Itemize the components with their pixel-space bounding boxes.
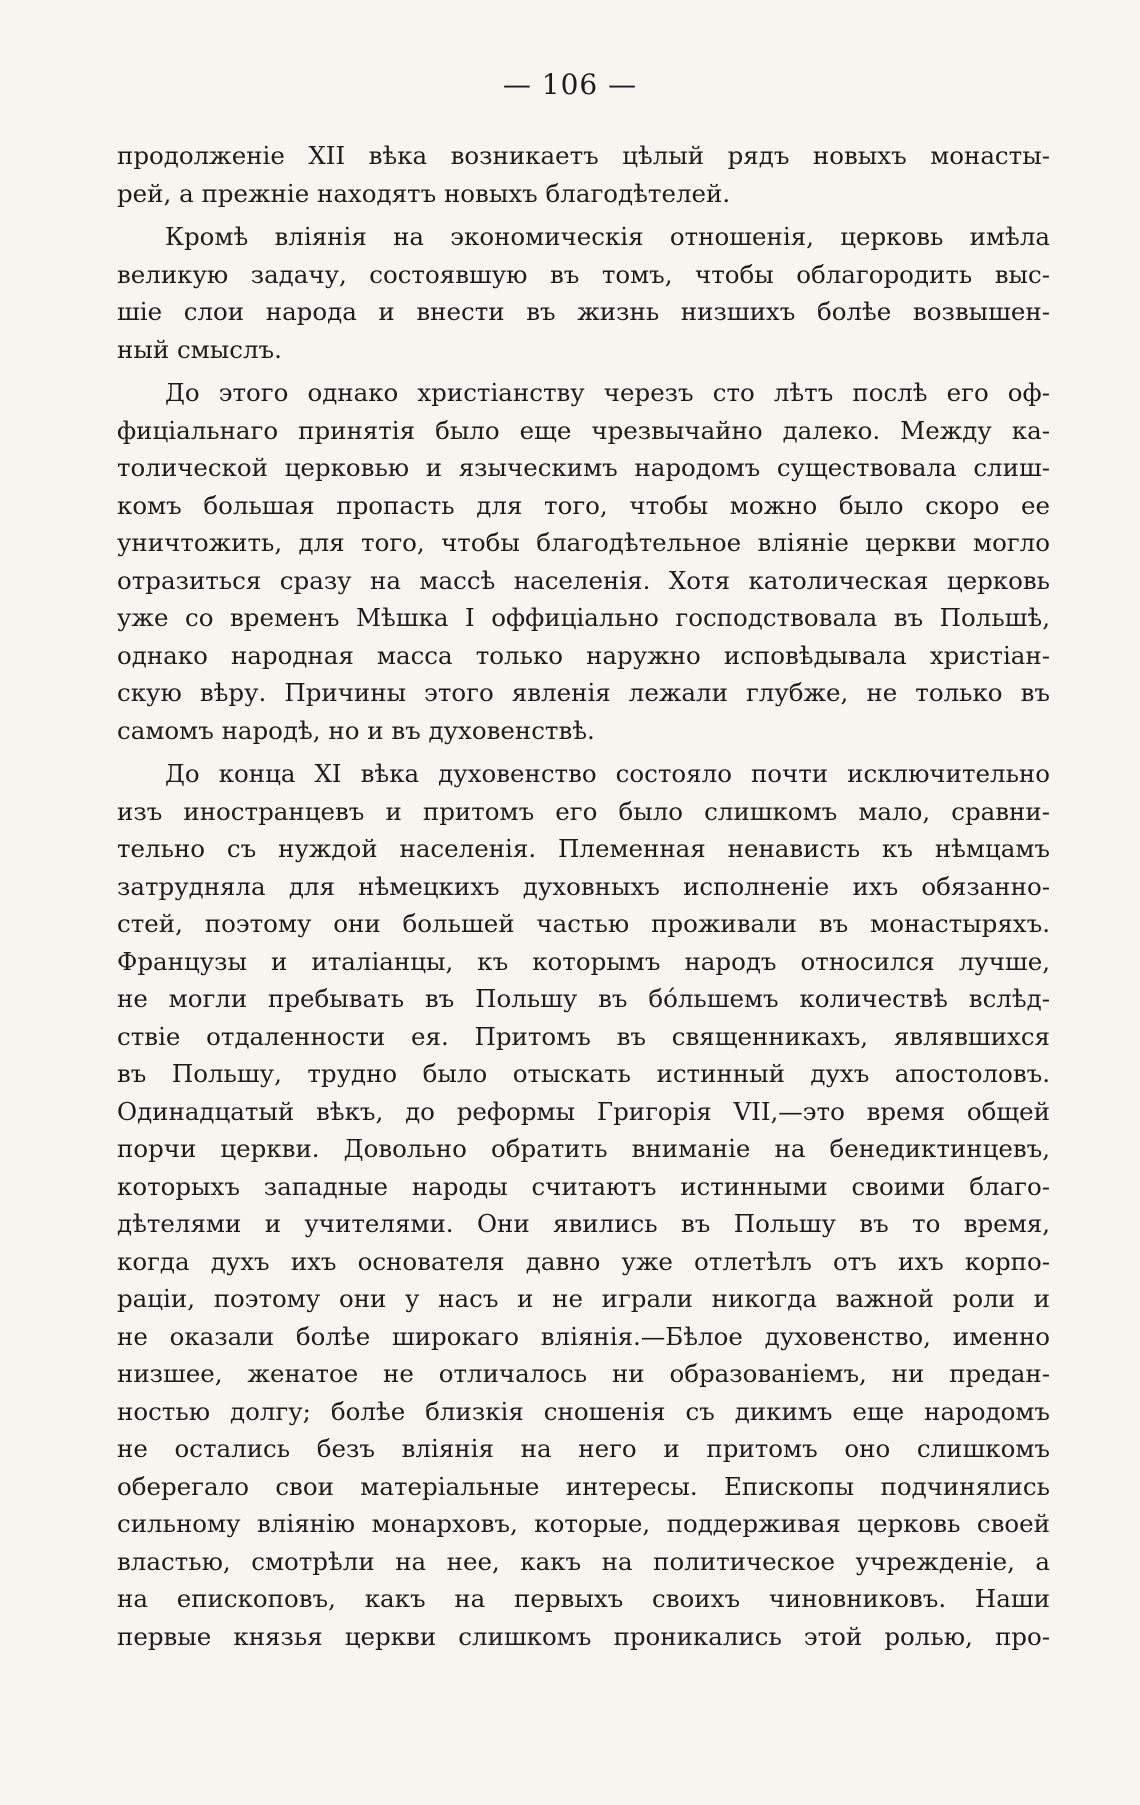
- text-line: оберегало свои матеріальные интересы. Епископы подчинялись: [117, 1471, 1050, 1501]
- text-line: не могли пребывать въ Польшу въ бо́льшемъ количествѣ вслѣд-: [117, 984, 1050, 1013]
- text-line: самомъ народѣ, но и въ духовенствѣ.: [117, 715, 595, 745]
- text-line: скую вѣру. Причины этого явленія лежали глубже, не только въ: [117, 678, 1050, 707]
- text-line: низшее, женатое не отличалось ни образованіемъ, ни предан-: [117, 1359, 1050, 1388]
- text-line: ный смыслъ.: [117, 334, 282, 364]
- text-line: Французы и италіанцы, къ которымъ народъ относился лучше,: [117, 946, 1050, 976]
- text-line: въ Польшу, трудно было отыскать истинный духъ апостоловъ.: [117, 1059, 1050, 1088]
- text-line: До конца XI вѣка духовенство состояло почти исключительно: [165, 759, 1050, 788]
- text-line: фиціальнаго принятія было еще чрезвычайно далеко. Между ка-: [117, 415, 1050, 445]
- text-line: дѣтелями и учителями. Они явились въ Польшу въ то время,: [117, 1209, 1050, 1238]
- text-line: комъ большая пропасть для того, чтобы можно было скоро ее: [117, 490, 1050, 520]
- text-line: порчи церкви. Довольно обратить вниманіе на бенедиктинцевъ,: [117, 1134, 1050, 1163]
- text-line: на епископовъ, какъ на первыхъ своихъ чиновниковъ. Наши: [117, 1584, 1050, 1613]
- text-line: первые князья церкви слишкомъ проникались этой ролью, про-: [117, 1621, 1050, 1651]
- text-line: Одинадцатый вѣкъ, до реформы Григорія VII,—это время общей: [117, 1096, 1050, 1126]
- text-line: уничтожить, для того, чтобы благодѣтельное вліяніе церкви могло: [117, 528, 1050, 557]
- text-line: не остались безъ вліянія на него и притомъ оно слишкомъ: [117, 1434, 1050, 1463]
- paragraph: [117, 137, 1050, 212]
- text-line: однако народная масса только наружно исповѣдывала христіан-: [117, 640, 1050, 670]
- text-line: изъ иностранцевъ и притомъ его было слишкомъ мало, сравни-: [117, 796, 1050, 826]
- text-line: тельно съ нуждой населенія. Племенная ненависть къ нѣмцамъ: [117, 834, 1050, 863]
- text-line: шіе слои народа и внести въ жизнь низшихъ болѣе возвышен-: [117, 297, 1050, 326]
- text-line: которыхъ западные народы считаютъ истинными своими благо-: [117, 1171, 1050, 1201]
- text-line: стей, поэтому они большей частью проживали въ монастыряхъ.: [117, 909, 1050, 938]
- text-line: ствіе отдаленности ея. Притомъ въ священникахъ, являвшихся: [117, 1021, 1050, 1051]
- text-line: уже со временъ Мѣшка I оффиціально господствовала въ Польшѣ,: [117, 603, 1050, 632]
- text-line: великую задачу, состоявшую въ томъ, чтобы облагородить выс-: [117, 259, 1050, 289]
- text-line: Кромѣ вліянія на экономическія отношенія, церковь имѣла: [165, 222, 1050, 251]
- text-line: ностью долгу; болѣе близкія сношенія съ дикимъ еще народомъ: [117, 1396, 1050, 1426]
- paragraph: [117, 374, 1050, 749]
- text-line: отразиться сразу на массѣ населенія. Хотя католическая церковь: [117, 565, 1050, 595]
- text-line: затрудняла для нѣмецкихъ духовныхъ исполненіе ихъ обязанно-: [117, 871, 1050, 901]
- text-line: рей, а прежніе находятъ новыхъ благодѣтелей.: [117, 178, 731, 208]
- text-line: когда духъ ихъ основателя давно уже отлетѣлъ отъ ихъ корпо-: [117, 1246, 1050, 1276]
- text-line: сильному вліянію монарховъ, которые, поддерживая церковь своей: [117, 1509, 1050, 1538]
- text-line: раціи, поэтому они у насъ и не играли никогда важной роли и: [117, 1284, 1050, 1313]
- paragraph: [117, 218, 1050, 368]
- text-line: не оказали болѣе широкаго вліянія.—Бѣлое духовенство, именно: [117, 1321, 1050, 1351]
- text-line: властью, смотрѣли на нее, какъ на политическое учрежденіе, а: [117, 1546, 1050, 1576]
- text-line: До этого однако христіанству черезъ сто лѣтъ послѣ его оф-: [165, 378, 1050, 407]
- text-line: продолженіе XII вѣка возникаетъ цѣлый рядъ новыхъ монасты-: [117, 141, 1050, 170]
- paragraph: [117, 755, 1050, 1655]
- text-line: толической церковью и языческимъ народомъ существовала слиш-: [117, 453, 1050, 482]
- body-text: [117, 137, 1050, 1655]
- page-number: — 106 —: [502, 68, 638, 101]
